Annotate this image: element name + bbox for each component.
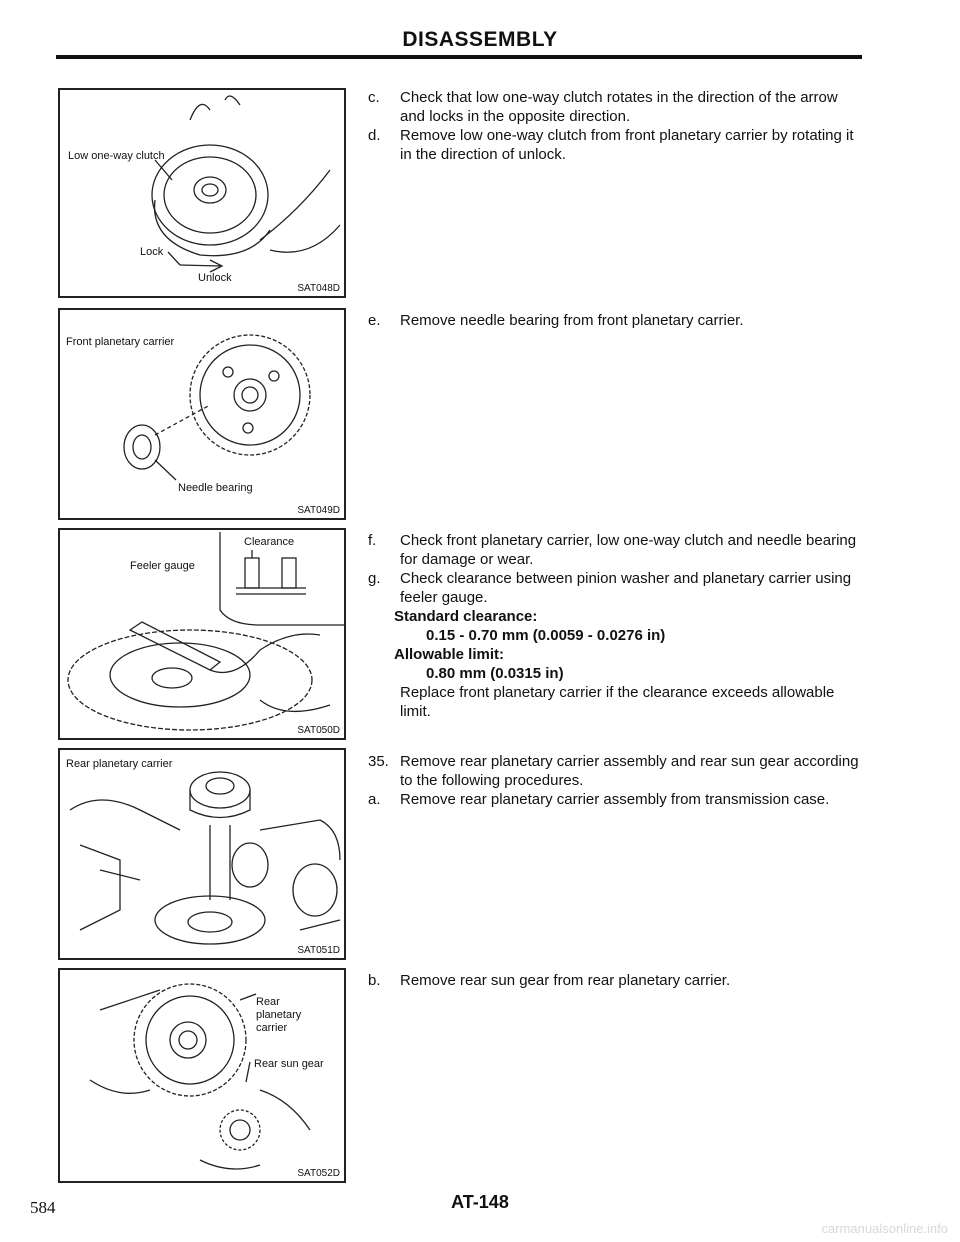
label-front-planetary-carrier: Front planetary carrier [66, 336, 175, 348]
step-c [368, 88, 862, 126]
figure-needle-bearing [58, 308, 346, 520]
step-marker: f. [368, 532, 377, 549]
step-marker: d. [368, 127, 381, 144]
page-number: 584 [30, 1198, 56, 1217]
step-text: Remove rear planetary carrier assembly and rear sun gear according to the following procedures. [400, 753, 859, 789]
figure-code: SAT052D [297, 1168, 340, 1179]
page-label: AT-148 [451, 1192, 509, 1212]
figure-feeler-gauge [58, 528, 346, 740]
step-a [368, 790, 862, 809]
figure-code: SAT048D [297, 283, 340, 294]
page-title: DISASSEMBLY [402, 28, 558, 51]
step-text: Remove rear sun gear from rear planetary carrier. [400, 972, 731, 989]
label-lock: Lock [140, 246, 164, 258]
figure-code: SAT050D [297, 725, 340, 736]
step-d [368, 126, 862, 164]
step-text: Remove needle bearing from front planetary carrier. [400, 312, 744, 329]
step-marker: a. [368, 791, 381, 808]
label-needle-bearing: Needle bearing [178, 482, 253, 494]
step-marker: c. [368, 89, 380, 106]
label-rear-planetary-carrier: Rear planetary carrier [66, 758, 173, 770]
step-b [368, 971, 862, 990]
step-marker: e. [368, 312, 381, 329]
low-one-way-clutch-illustration [60, 90, 344, 296]
figure-rear-planetary-carrier-assembly [58, 748, 346, 960]
step-marker: 35. [368, 753, 389, 770]
label-rear-planetary-carrier: Rear planetary carrier [256, 996, 302, 1034]
watermark: carmanualsonline.info [821, 1221, 948, 1236]
feeler-gauge-illustration [60, 530, 344, 738]
step-text: Check front planetary carrier, low one-way clutch and needle bearing for damage or wear. [400, 532, 857, 568]
step-35 [368, 752, 862, 790]
step-g [368, 569, 862, 721]
spec-standard-value: 0.15 - 0.70 mm (0.0059 - 0.0276 in) [426, 627, 666, 644]
label-unlock: Unlock [198, 272, 232, 284]
step-e [368, 311, 862, 330]
label-clearance: Clearance [244, 536, 295, 548]
figure-low-one-way-clutch [58, 88, 346, 298]
label-feeler-gauge: Feeler gauge [130, 560, 195, 572]
step-note: Replace front planetary carrier if the clearance exceeds allowable limit. [400, 684, 835, 720]
label-low-one-way-clutch: Low one-way clutch [68, 150, 165, 162]
spec-limit-value: 0.80 mm (0.0315 in) [426, 665, 564, 682]
step-f [368, 531, 862, 569]
step-text: Check that low one-way clutch rotates in the direction of the arrow and locks in the opposite direction. [400, 89, 838, 125]
spec-standard-label: Standard clearance: [394, 608, 538, 625]
transmission-case-illustration [60, 750, 344, 958]
step-marker: g. [368, 570, 381, 587]
step-text: Remove low one-way clutch from front planetary carrier by rotating it in the direction of unlock. [400, 127, 854, 163]
step-text: Check clearance between pinion washer and planetary carrier using feeler gauge. [400, 570, 852, 606]
label-rear-sun-gear: Rear sun gear [254, 1058, 324, 1070]
figure-code: SAT049D [297, 505, 340, 516]
title-rule [56, 55, 862, 59]
step-text: Remove rear planetary carrier assembly from transmission case. [400, 791, 830, 808]
figure-rear-sun-gear [58, 968, 346, 1183]
spec-limit-label: Allowable limit: [394, 646, 505, 663]
step-marker: b. [368, 972, 381, 989]
figure-code: SAT051D [297, 945, 340, 956]
